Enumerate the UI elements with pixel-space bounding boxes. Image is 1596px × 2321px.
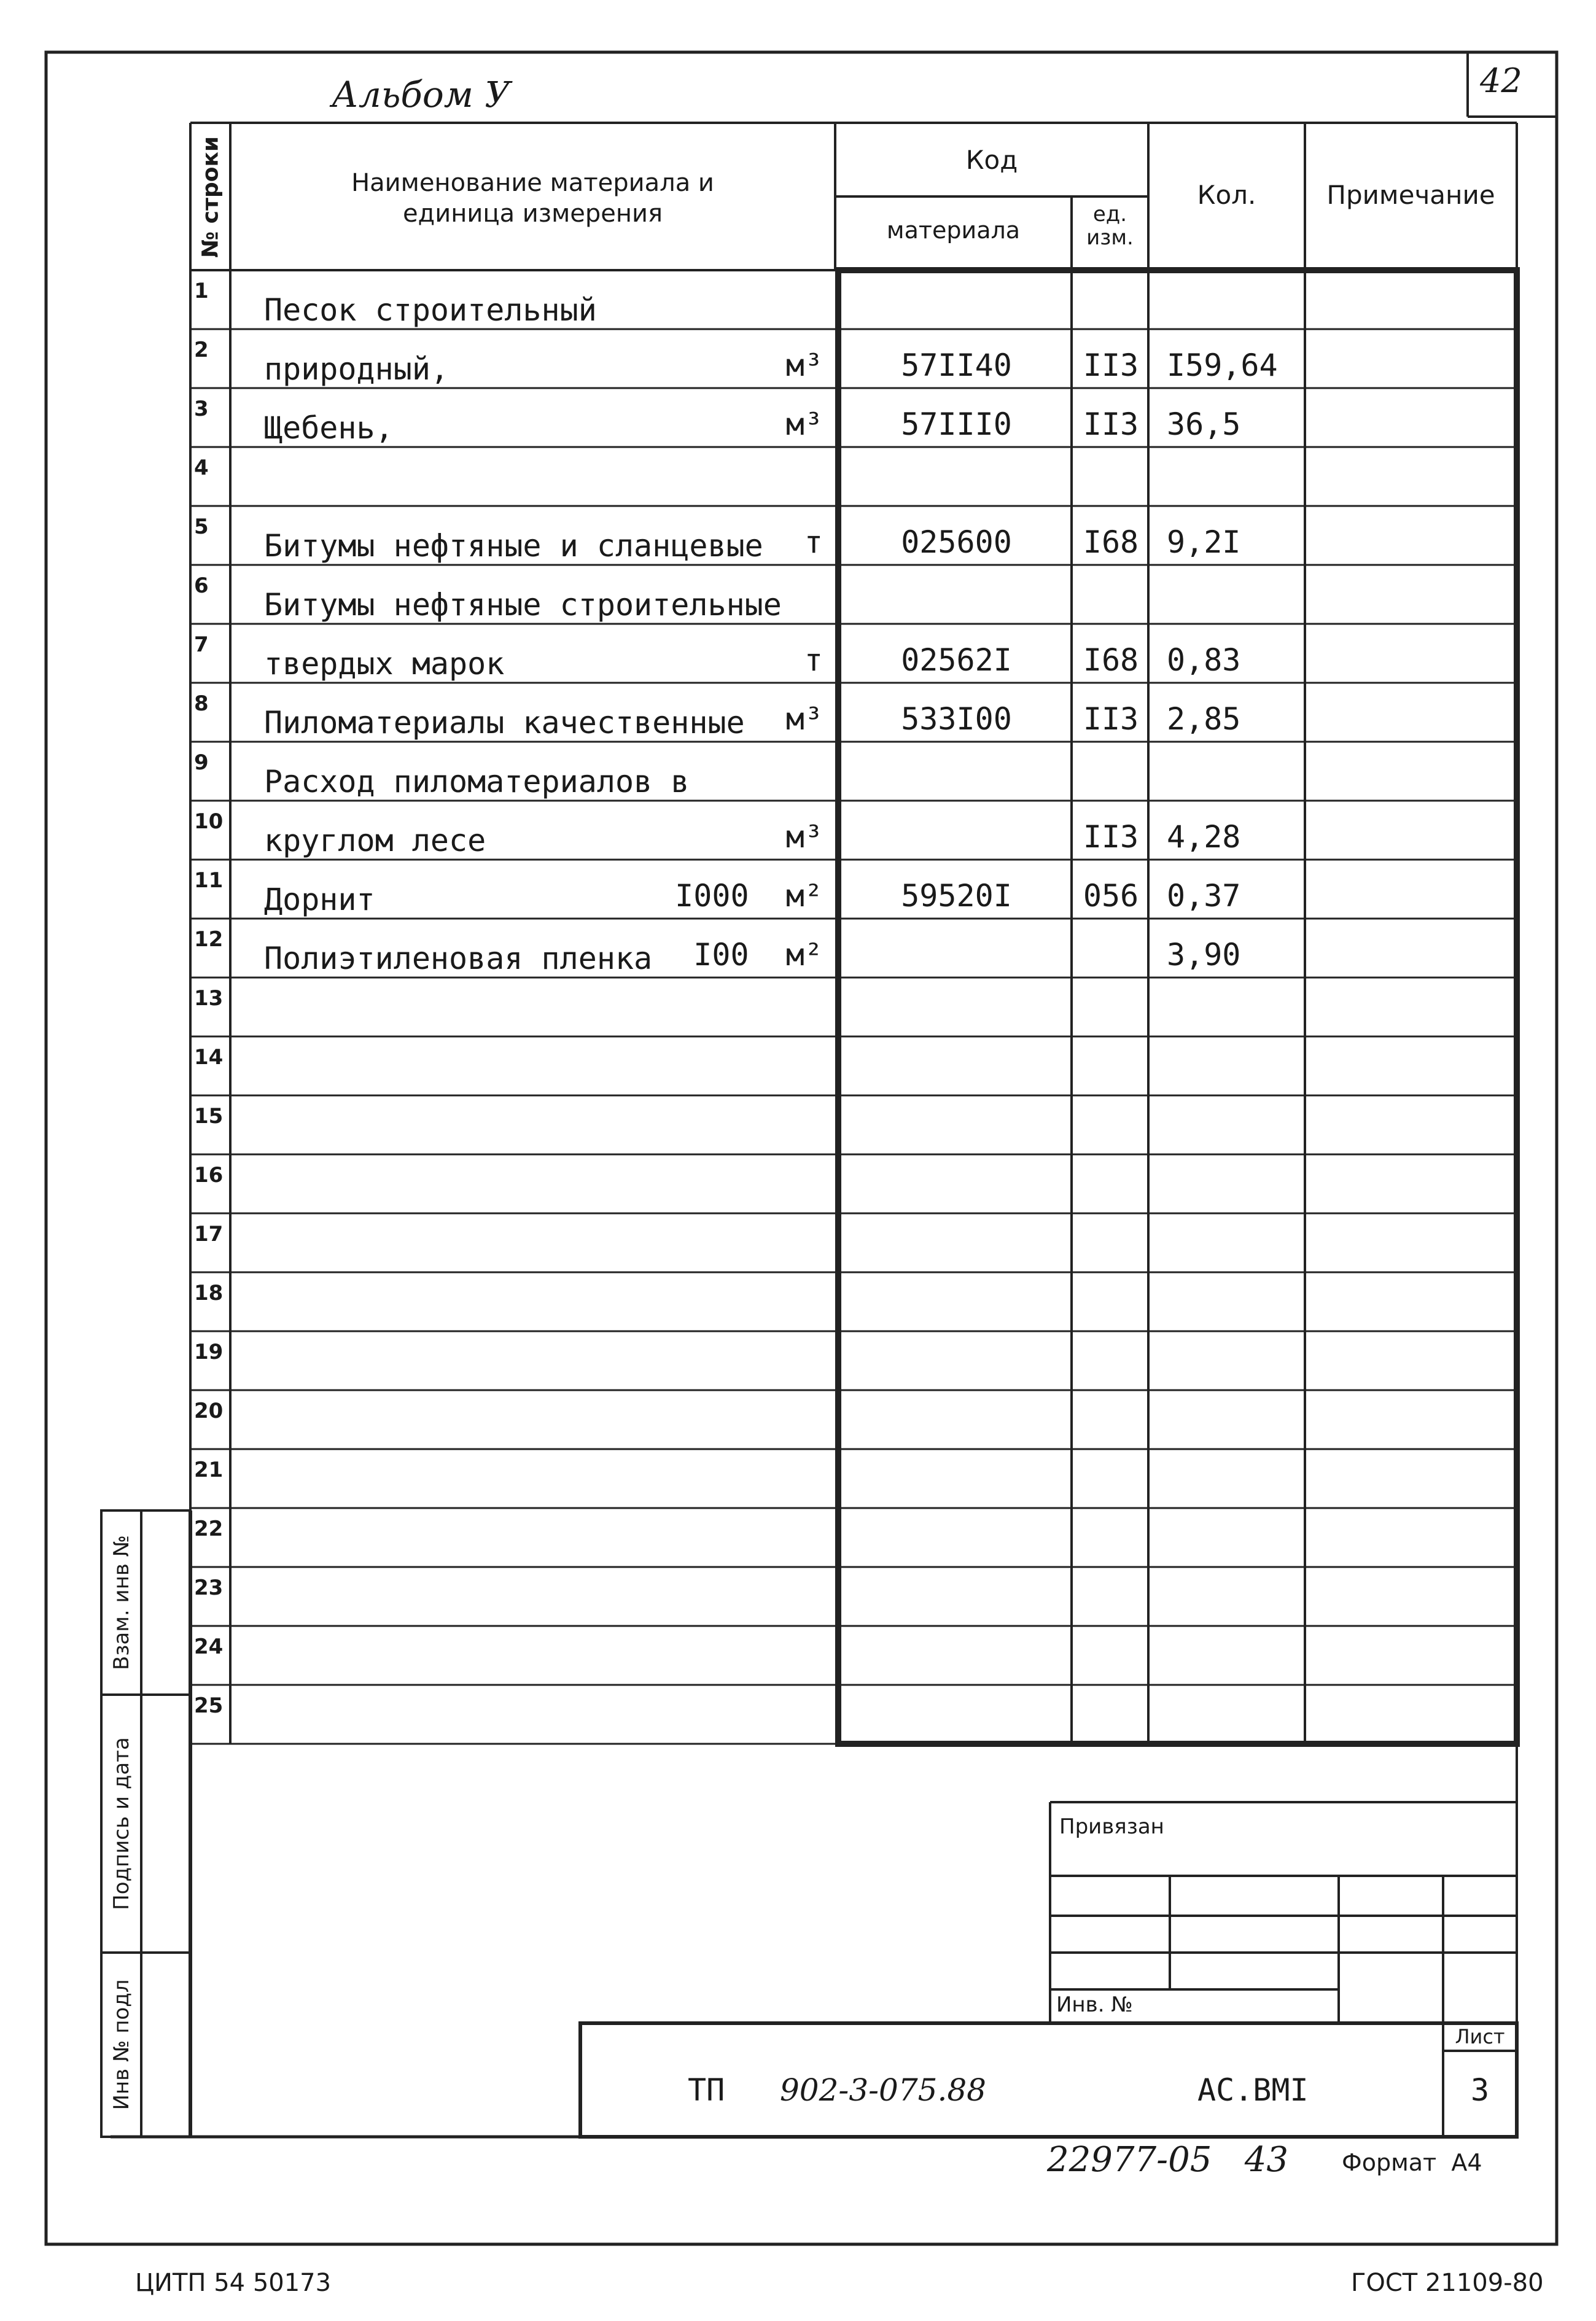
- table-row: [0, 1154, 1596, 1213]
- row-code: 025600: [901, 524, 1012, 560]
- bottom-number: 22977-05 43: [1047, 2140, 1288, 2180]
- header-name-line2: единица измерения: [402, 200, 663, 228]
- table-row: [0, 1331, 1596, 1390]
- row-qty: 4,28: [1167, 819, 1241, 855]
- row-number: 25: [194, 1693, 224, 1718]
- stamp-project: 902-3-075.88: [780, 2072, 986, 2108]
- row-unit: I00 м²: [693, 937, 823, 973]
- row-code: 02562I: [901, 642, 1012, 678]
- row-qty: 9,2I: [1167, 524, 1241, 560]
- footer-left: ЦИТП 54 50173: [135, 2269, 332, 2297]
- row-qty: 0,83: [1167, 642, 1241, 678]
- table-row: [0, 1036, 1596, 1095]
- row-number: 22: [194, 1517, 224, 1541]
- row-unit: I000 м²: [675, 878, 823, 914]
- row-code: 57III0: [901, 406, 1012, 442]
- table-row: [0, 1272, 1596, 1331]
- row-number: 20: [194, 1399, 224, 1423]
- header-note: Примечание: [1326, 180, 1495, 210]
- format-label: Формат А4: [1342, 2149, 1482, 2176]
- row-number: 14: [194, 1045, 224, 1070]
- table-row: [0, 506, 1596, 565]
- row-number: 7: [194, 632, 209, 657]
- table-row: [0, 270, 1596, 329]
- table-row: [0, 329, 1596, 388]
- row-qty: 36,5: [1167, 406, 1241, 442]
- row-unit: м³: [785, 819, 823, 855]
- row-number: 21: [194, 1458, 224, 1482]
- row-qty: I59,64: [1167, 348, 1278, 383]
- row-name: Полиэтиленовая пленка: [264, 941, 653, 976]
- row-number: 13: [194, 986, 224, 1011]
- header-unit-line2: изм.: [1086, 225, 1134, 250]
- row-number: 15: [194, 1104, 224, 1129]
- stamp-doc: АС.ВМI: [1197, 2072, 1309, 2108]
- row-number: 23: [194, 1576, 224, 1600]
- stamp-privyazan: Привязан: [1059, 1814, 1164, 1839]
- row-name: круглом лесе: [264, 823, 486, 858]
- table-row: [0, 1685, 1596, 1744]
- header-unit-line1: ед.: [1092, 202, 1127, 227]
- table-row: [0, 801, 1596, 860]
- table-row: [0, 1213, 1596, 1272]
- row-code: 533I00: [901, 701, 1012, 737]
- table-row: [0, 1390, 1596, 1449]
- stamp-tp: ТП: [688, 2072, 725, 2108]
- row-number: 1: [194, 279, 209, 303]
- row-name: Битумы нефтяные строительные: [264, 587, 782, 623]
- table-row: [0, 447, 1596, 506]
- row-unit: т: [804, 524, 823, 560]
- row-unit-code: I68: [1083, 524, 1139, 560]
- page-number: 42: [1480, 61, 1522, 100]
- side-vzam: [101, 1510, 141, 1695]
- row-name: Дорнит: [264, 882, 375, 917]
- row-number: 19: [194, 1340, 224, 1364]
- row-unit: т: [804, 642, 823, 678]
- row-unit: м³: [785, 701, 823, 737]
- row-name: Расход пиломатериалов в: [264, 764, 690, 799]
- header-row-no-label: № строки: [198, 136, 224, 259]
- header-material: материала: [886, 217, 1021, 244]
- row-number: 16: [194, 1163, 224, 1188]
- header-qty: Кол.: [1197, 180, 1256, 210]
- side-podpis: [101, 1695, 141, 1953]
- row-name: Битумы нефтяные и сланцевые: [264, 528, 763, 564]
- row-number: 8: [194, 691, 209, 716]
- row-name: Пиломатериалы качественные: [264, 705, 745, 741]
- side-podpis-label: Подпись и дата: [109, 1737, 134, 1910]
- table-row: [0, 624, 1596, 683]
- row-number: 11: [194, 868, 224, 893]
- row-unit-code: II3: [1083, 406, 1139, 442]
- row-name: твердых марок: [264, 646, 505, 682]
- table-row: [0, 742, 1596, 801]
- row-name: Щебень,: [264, 410, 394, 446]
- row-qty: 2,85: [1167, 701, 1241, 737]
- row-unit-code: II3: [1083, 819, 1139, 855]
- table-row: [0, 1508, 1596, 1567]
- table-row: [0, 978, 1596, 1036]
- side-inv-podl-label: Инв № подл: [109, 1979, 134, 2110]
- side-inv-podl: [101, 1953, 141, 2137]
- table-row: [0, 1626, 1596, 1685]
- header-unit: [1072, 203, 1148, 249]
- footer-right: ГОСТ 21109-80: [1351, 2269, 1544, 2297]
- row-number: 2: [194, 338, 209, 362]
- header-row-no: [192, 126, 230, 268]
- table-row: [0, 919, 1596, 978]
- album-title: Альбом У: [332, 74, 511, 115]
- row-code: 57II40: [901, 348, 1012, 383]
- row-qty: 3,90: [1167, 937, 1241, 973]
- stamp-list-label: Лист: [1455, 2025, 1505, 2048]
- table-row: [0, 1449, 1596, 1508]
- row-number: 6: [194, 573, 209, 598]
- row-unit: м³: [785, 406, 823, 442]
- table-row: [0, 388, 1596, 447]
- row-number: 3: [194, 397, 209, 421]
- row-unit-code: II3: [1083, 701, 1139, 737]
- row-number: 18: [194, 1281, 224, 1305]
- header-name-line1: Наименование материала и: [351, 169, 714, 197]
- row-number: 10: [194, 809, 224, 834]
- row-number: 5: [194, 515, 209, 539]
- row-code: 59520I: [901, 878, 1012, 914]
- stamp-inv-no: Инв. №: [1056, 1992, 1133, 2017]
- table-row: [0, 565, 1596, 624]
- row-number: 24: [194, 1635, 224, 1659]
- row-unit-code: 056: [1083, 878, 1139, 914]
- row-unit-code: II3: [1083, 348, 1139, 383]
- table-row: [0, 860, 1596, 919]
- header-code: Код: [965, 145, 1018, 175]
- row-unit: м³: [785, 348, 823, 383]
- side-vzam-label: Взам. инв №: [109, 1534, 134, 1671]
- table-row: [0, 683, 1596, 742]
- stamp-list-value: 3: [1470, 2072, 1490, 2108]
- row-qty: 0,37: [1167, 878, 1241, 914]
- row-number: 17: [194, 1222, 224, 1246]
- table-row: [0, 1095, 1596, 1154]
- row-number: 4: [194, 456, 209, 480]
- table-row: [0, 1567, 1596, 1626]
- row-name: Песок строительный: [264, 292, 597, 328]
- row-number: 12: [194, 927, 224, 952]
- row-unit-code: I68: [1083, 642, 1139, 678]
- row-name: природный,: [264, 351, 450, 387]
- row-number: 9: [194, 750, 209, 775]
